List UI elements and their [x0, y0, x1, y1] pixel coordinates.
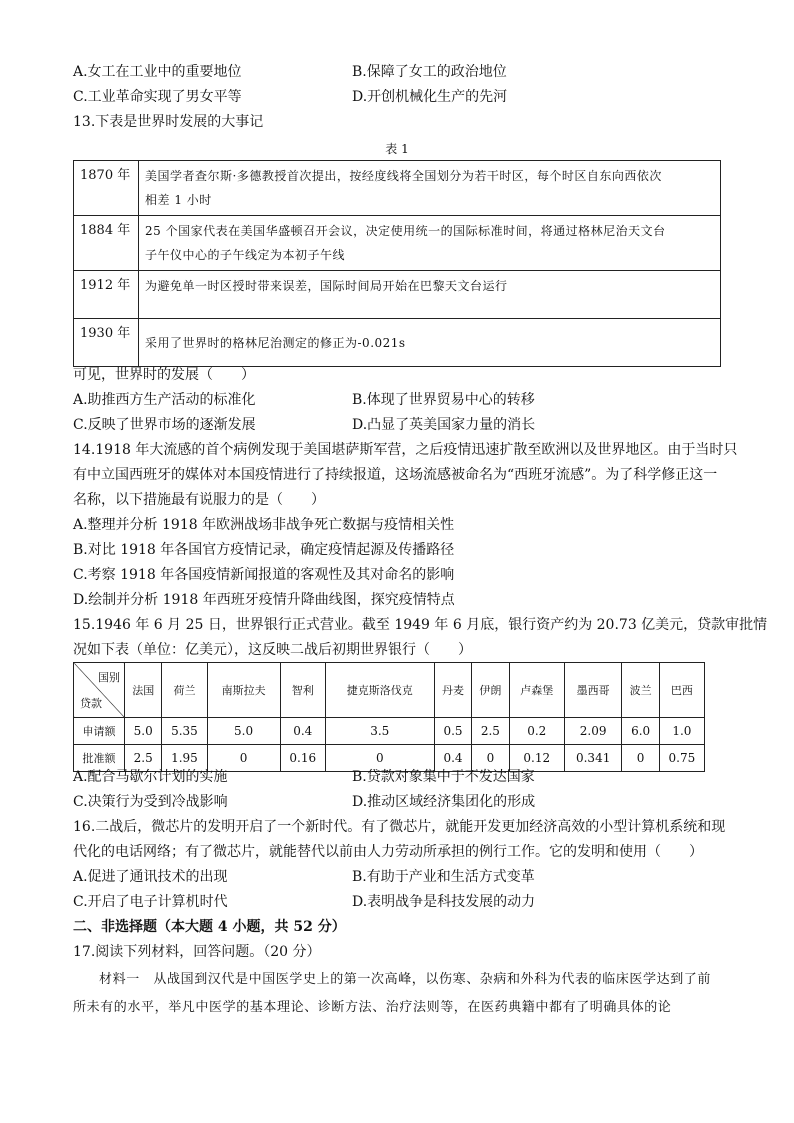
table-row — [74, 216, 721, 271]
q12-option-d: D.开创机械化生产的先河 — [352, 89, 508, 105]
value-cell: 0.4 — [280, 718, 325, 745]
value-cell: 0.2 — [509, 718, 564, 745]
value-cell: 3.5 — [325, 718, 434, 745]
q16-option-a: A.促进了通讯技术的出现 — [73, 869, 228, 885]
q14-option-a: A.整理并分析 1918 年欧洲战场非战争死亡数据与疫情相关性 — [73, 517, 455, 533]
event-line: 采用了世界时的格林尼治测定的修正为-0.021s — [145, 335, 406, 350]
value-cell: 1.95 — [162, 745, 207, 772]
q12-option-a: A.女工在工业中的重要地位 — [73, 64, 242, 80]
country-header: 卢森堡 — [509, 663, 564, 718]
corner-cell — [74, 663, 125, 718]
year-cell: 1930 年 — [74, 319, 139, 367]
table-row — [74, 161, 721, 216]
year-cell: 1870 年 — [74, 161, 139, 216]
event-cell — [139, 271, 721, 319]
q16-option-c: C.开启了电子计算机时代 — [73, 894, 228, 910]
q14-stem-line: 有中立国西班牙的媒体对本国疫情进行了持续报道，这场流感被命名为“西班牙流感”。为了科学修正这一 — [73, 467, 718, 483]
q17-stem: 17.阅读下列材料，回答问题。（20 分） — [73, 944, 321, 960]
q14-option-d: D.绘制并分析 1918 年西班牙疫情升降曲线图，探究疫情特点 — [73, 592, 455, 608]
value-cell: 0 — [325, 745, 434, 772]
country-header: 荷兰 — [162, 663, 207, 718]
value-cell: 0.341 — [564, 745, 622, 772]
q15-stem-line: 况如下表（单位：亿美元），这反映二战后初期世界银行（ ） — [73, 642, 472, 658]
year-cell: 1884 年 — [74, 216, 139, 271]
q12-option-c: C.工业革命实现了男女平等 — [73, 89, 242, 105]
loan-table — [73, 662, 705, 772]
row-label: 批准额 — [74, 745, 125, 772]
corner-top-label: 国别 — [98, 671, 120, 684]
q15-stem-line: 15.1946 年 6 月 25 日，世界银行正式营业。截至 1949 年 6 月底，银行资产约为 20.73 亿美元，贷款审批情 — [73, 617, 768, 633]
country-header: 智利 — [280, 663, 325, 718]
table-row — [74, 319, 721, 367]
event-line: 为避免单一时区授时带来误差，国际时间局开始在巴黎天文台运行 — [145, 279, 508, 293]
q15-option-c: C.决策行为受到冷战影响 — [73, 794, 228, 810]
q16-option-b: B.有助于产业和生活方式变革 — [352, 869, 535, 885]
country-header: 波兰 — [622, 663, 659, 718]
value-cell: 0.4 — [434, 745, 471, 772]
value-cell: 2.5 — [472, 718, 509, 745]
q14-option-c: C.考察 1918 年各国疫情新闻报道的客观性及其对命名的影响 — [73, 567, 455, 583]
value-cell: 0.12 — [509, 745, 564, 772]
value-cell: 5.35 — [162, 718, 207, 745]
section-heading: 二、非选择题（本大题 4 小题，共 52 分） — [73, 919, 346, 935]
q13-option-b: B.体现了世界贸易中心的转移 — [352, 392, 535, 408]
value-cell: 5.0 — [207, 718, 280, 745]
value-cell: 0 — [207, 745, 280, 772]
row-label: 申请额 — [74, 718, 125, 745]
value-cell: 2.5 — [125, 745, 162, 772]
value-cell: 5.0 — [125, 718, 162, 745]
event-cell — [139, 161, 721, 216]
q13-question: 可见，世界时的发展（ ） — [73, 367, 255, 383]
event-cell — [139, 216, 721, 271]
q13-option-d: D.凸显了英美国家力量的消长 — [352, 417, 536, 433]
country-header: 墨西哥 — [564, 663, 622, 718]
value-cell: 0.75 — [659, 745, 704, 772]
event-line: 美国学者查尔斯·多德教授首次提出，按经度线将全国划分为若干时区，每个时区自东向西依次 — [145, 169, 662, 183]
table-row — [74, 718, 705, 745]
event-line: 25 个国家代表在美国华盛顿召开会议，决定使用统一的国际标准时间，将通过格林尼治天文台 — [145, 224, 666, 238]
q15-option-b: B.贷款对象集中于不发达国家 — [352, 769, 535, 785]
year-cell: 1912 年 — [74, 271, 139, 319]
country-header: 巴西 — [659, 663, 704, 718]
q14-stem-line: 名称，以下措施最有说服力的是（ ） — [73, 492, 325, 508]
country-header: 法国 — [125, 663, 162, 718]
q13-option-c: C.反映了世界市场的逐渐发展 — [73, 417, 256, 433]
q12-option-b: B.保障了女工的政治地位 — [352, 64, 507, 80]
q13-stem: 13.下表是世界时发展的大事记 — [73, 114, 264, 130]
event-line: 子午仪中心的子午线定为本初子午线 — [145, 248, 346, 262]
value-cell: 2.09 — [564, 718, 622, 745]
country-header: 捷克斯洛伐克 — [325, 663, 434, 718]
value-cell: 0 — [622, 745, 659, 772]
q13-option-a: A.助推西方生产活动的标准化 — [73, 392, 256, 408]
value-cell: 0.16 — [280, 745, 325, 772]
q15-option-d: D.推动区域经济集团化的形成 — [352, 794, 536, 810]
corner-bottom-label: 贷款 — [80, 697, 102, 710]
country-header: 丹麦 — [434, 663, 471, 718]
country-header: 南斯拉夫 — [207, 663, 280, 718]
q14-stem-line: 14.1918 年大流感的首个病例发现于美国堪萨斯军营，之后疫情迅速扩散至欧洲以及世界地区。由于当时只 — [73, 442, 738, 458]
table-row — [74, 271, 721, 319]
q16-stem-line: 16.二战后，微芯片的发明开启了一个新时代。有了微芯片，就能开发更加经济高效的小型计算机系统和现 — [73, 819, 726, 835]
event-line: 相差 1 小时 — [145, 193, 212, 207]
q14-option-b: B.对比 1918 年各国官方疫情记录，确定疫情起源及传播路径 — [73, 542, 455, 558]
country-header: 伊朗 — [472, 663, 509, 718]
value-cell: 1.0 — [659, 718, 704, 745]
q16-option-d: D.表明战争是科技发展的动力 — [352, 894, 536, 910]
table1-caption: 表 1 — [385, 142, 409, 156]
value-cell: 0 — [472, 745, 509, 772]
world-time-table — [73, 160, 721, 367]
q16-stem-line: 代化的电话网络；有了微芯片，就能替代以前由人力劳动所承担的例行工作。它的发明和使用（ ） — [73, 844, 703, 860]
event-cell — [139, 319, 721, 367]
value-cell: 6.0 — [622, 718, 659, 745]
material-one: 材料一 从战国到汉代是中国医学史上的第一次高峰，以伤寒、杂病和外科为代表的临床医学达到了前所未有的水平，举凡中医学的基本理论、诊断方法、治疗法则等，在医药典籍中都有了明确具体的论 — [73, 972, 712, 1015]
table-header-row — [74, 663, 705, 718]
q15-option-a: A.配合马歇尔计划的实施 — [73, 769, 228, 785]
value-cell: 0.5 — [434, 718, 471, 745]
